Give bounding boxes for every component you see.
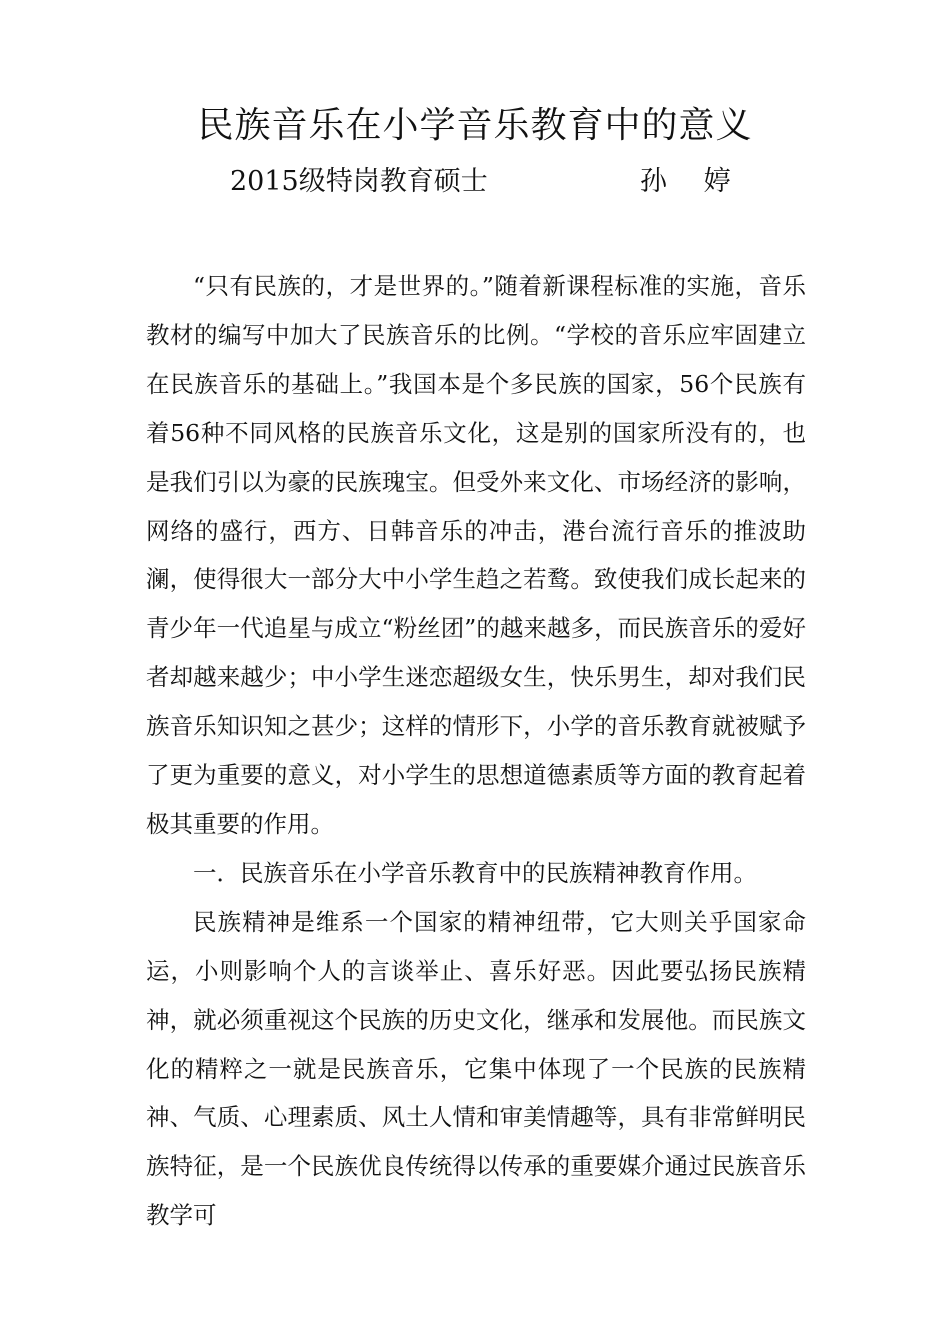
document-body: [146, 262, 806, 1230]
author-cohort: 2015级特岗教育硕士: [230, 166, 488, 197]
section-heading-1: 一．民族音乐在小学音乐教育中的民族精神教育作用。: [193, 858, 757, 887]
author-name: 孙 婷: [640, 166, 745, 197]
byline: [0, 160, 950, 204]
paragraph-section-1: 民族精神是维系一个国家的精神纽带，它大则关乎国家命运，小则影响个人的言谈举止、喜乐好恶。因此要弘扬民族精神，就必须重视这个民族的历史文化，继承和发展他。而民族文化的精粹之一就是民族音乐，它集中体现了一个民族的民族精神、气质、心理素质、风土人情和审美情趣等，具有非常鲜明民族特征，是一个民族优良传统得以传承的重要媒介通过民族音乐教学可: [146, 907, 806, 1230]
document-title: 民族音乐在小学音乐教育中的意义: [197, 105, 753, 146]
paragraph-intro: “只有民族的，才是世界的。”随着新课程标准的实施，音乐教材的编写中加大了民族音乐的比例。“学校的音乐应牢固建立在民族音乐的基础上。”我国本是个多民族的国家，56个民族有着56种不同风格的民族音乐文化，这是别的国家所没有的，也是我们引以为豪的民族瑰宝。但受外来文化、市场经济的影响，网络的盛行，西方、日韩音乐的冲击，港台流行音乐的推波助澜，使得很大一部分大中小学生趋之若鹜。致使我们成长起来的青少年一代追星与成立“粉丝团”的越来越多，而民族音乐的爱好者却越来越少；中小学生迷恋超级女生，快乐男生，却对我们民族音乐知识知之甚少；这样的情形下，小学的音乐教育就被赋予了更为重要的意义，对小学生的思想道德素质等方面的教育起着极其重要的作用。: [146, 272, 806, 838]
